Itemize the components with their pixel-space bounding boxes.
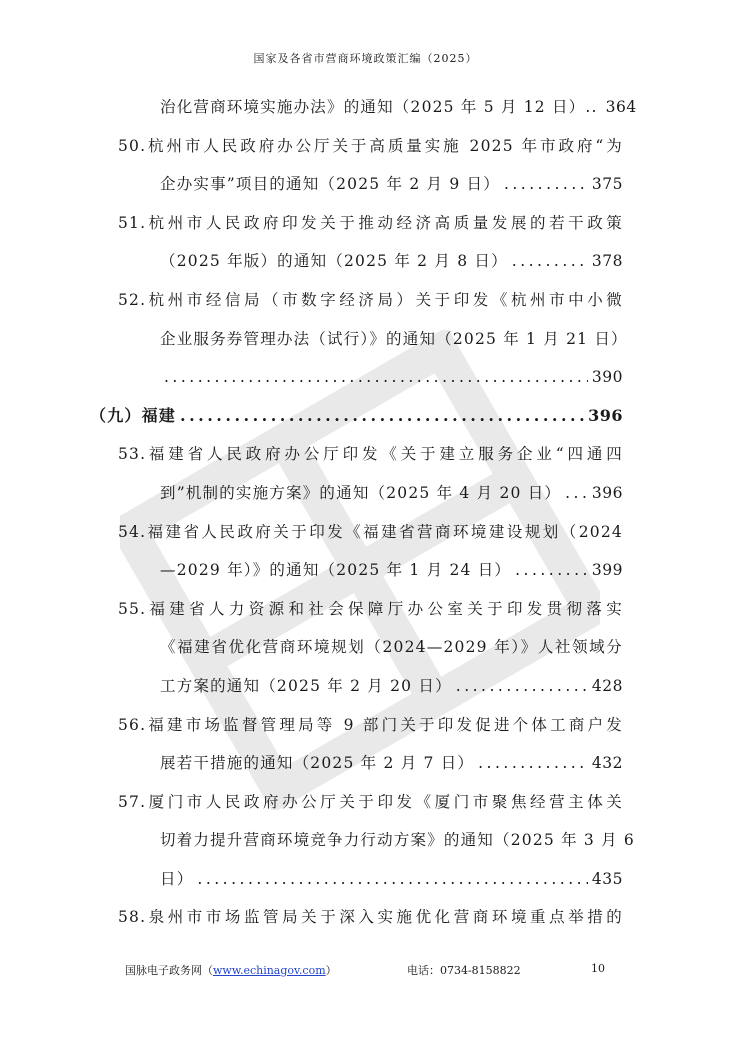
toc-entry-line[interactable] (118, 744, 623, 783)
toc-entry-line[interactable] (118, 165, 623, 204)
footer-page-number: 10 (591, 962, 605, 975)
dot-leader (512, 242, 588, 281)
toc-entry-line[interactable] (118, 590, 623, 629)
website-link[interactable]: www.echinagov.com (213, 964, 326, 977)
toc-page-number: 364 (605, 98, 637, 116)
toc-entry-text: 55.福建省人力资源和社会保障厅办公室关于印发贯彻落实 (118, 599, 623, 618)
toc-entry-line[interactable] (118, 860, 623, 899)
toc-entry-text: 56.福建市场监督管理局等 9 部门关于印发促进个体工商户发 (118, 715, 623, 734)
dot-leader (504, 165, 588, 204)
toc-page-number: 435 (591, 869, 623, 888)
dot-leader (515, 551, 588, 590)
toc-entry-line[interactable] (118, 551, 623, 590)
toc-entry-line[interactable] (118, 706, 623, 745)
toc-entry-line[interactable] (118, 435, 623, 474)
toc-page-number: 390 (591, 368, 623, 387)
page-header: 国家及各省市营商环境政策汇编（2025） (253, 52, 478, 65)
toc-entry-line[interactable] (118, 88, 637, 127)
toc-entry-text: 工方案的通知（2025 年 2 月 20 日） (160, 676, 452, 695)
toc-entry-text: 到”机制的实施方案》的通知（2025 年 4 月 20 日） (160, 483, 562, 502)
page-footer (125, 962, 605, 978)
dot-leader (456, 667, 588, 706)
dot-leader (164, 358, 588, 397)
dot-leader (180, 397, 584, 436)
toc-entry-text: 52.杭州市经信局（市数字经济局）关于印发《杭州市中小微 (118, 290, 623, 309)
toc-page-number: 396 (591, 483, 623, 502)
dot-leader (197, 860, 588, 899)
table-of-contents (90, 88, 637, 937)
toc-entry-text: 51.杭州市人民政府印发关于推动经济高质量发展的若干政策 (118, 213, 623, 232)
toc-entry-line[interactable] (118, 242, 623, 281)
toc-entry-text: 日） (160, 869, 194, 888)
toc-entry-line[interactable] (118, 667, 623, 706)
toc-page-number: 428 (591, 676, 623, 695)
dot-leader (478, 744, 588, 783)
toc-entry-text: 50.杭州市人民政府办公厅关于高质量实施 2025 年市政府“为 (118, 136, 623, 155)
footer-phone: 电话：0734-8158822 (406, 964, 521, 977)
toc-entry-line[interactable] (118, 628, 623, 667)
toc-entry-line[interactable] (118, 821, 635, 860)
toc-entry-text: 切着力提升营商环境竞争力行动方案》的通知（2025 年 3 月 6 (160, 831, 635, 850)
toc-entry-text: 企办实事”项目的通知（2025 年 2 月 9 日） (160, 175, 500, 194)
toc-entry-line[interactable] (118, 358, 623, 397)
toc-entry-text: 53.福建省人民政府办公厅印发《关于建立服务企业“四通四 (118, 445, 623, 464)
toc-entry-line[interactable] (118, 474, 623, 513)
toc-section-heading[interactable] (90, 397, 623, 436)
toc-entry-text: （2025 年版）的通知（2025 年 2 月 8 日） (160, 252, 508, 271)
toc-entry-text: 企业服务券管理办法（试行）》的通知（2025 年 1 月 21 日） (160, 329, 628, 348)
toc-page-number: 378 (591, 252, 623, 271)
toc-entry-line[interactable] (118, 898, 623, 937)
dot-leader (565, 474, 588, 513)
toc-entry-line[interactable] (118, 204, 623, 243)
toc-entry-text: 展若干措施的通知（2025 年 2 月 7 日） (160, 754, 475, 773)
toc-entry-line[interactable] (118, 127, 623, 166)
toc-entry-text: 54.福建省人民政府关于印发《福建省营商环境建设规划（2024 (118, 522, 623, 541)
toc-entry-text: —2029 年）》的通知（2025 年 1 月 24 日） (160, 561, 512, 580)
toc-page-number: 375 (591, 175, 623, 194)
toc-entry-text: 治化营商环境实施办法》的通知（2025 年 5 月 12 日）.. (160, 98, 598, 116)
footer-website: 国脉电子政务网（www.echinagov.com） (125, 964, 337, 977)
toc-entry-line[interactable] (118, 783, 623, 822)
toc-entry-text: 《福建省优化营商环境规划（2024—2029 年）》人社领域分 (160, 638, 623, 657)
toc-entry-line[interactable] (118, 513, 623, 552)
toc-entry-line[interactable] (118, 320, 628, 359)
toc-entry-text: 58.泉州市市场监管局关于深入实施优化营商环境重点举措的 (118, 908, 623, 927)
toc-entry-text: （九）福建 (90, 405, 177, 425)
toc-page-number: 396 (588, 405, 623, 425)
toc-page-number: 399 (591, 561, 623, 580)
toc-entry-text: 57.厦门市人民政府办公厅关于印发《厦门市聚焦经营主体关 (118, 792, 623, 811)
toc-entry-line[interactable] (118, 281, 623, 320)
toc-page-number: 432 (591, 754, 623, 773)
